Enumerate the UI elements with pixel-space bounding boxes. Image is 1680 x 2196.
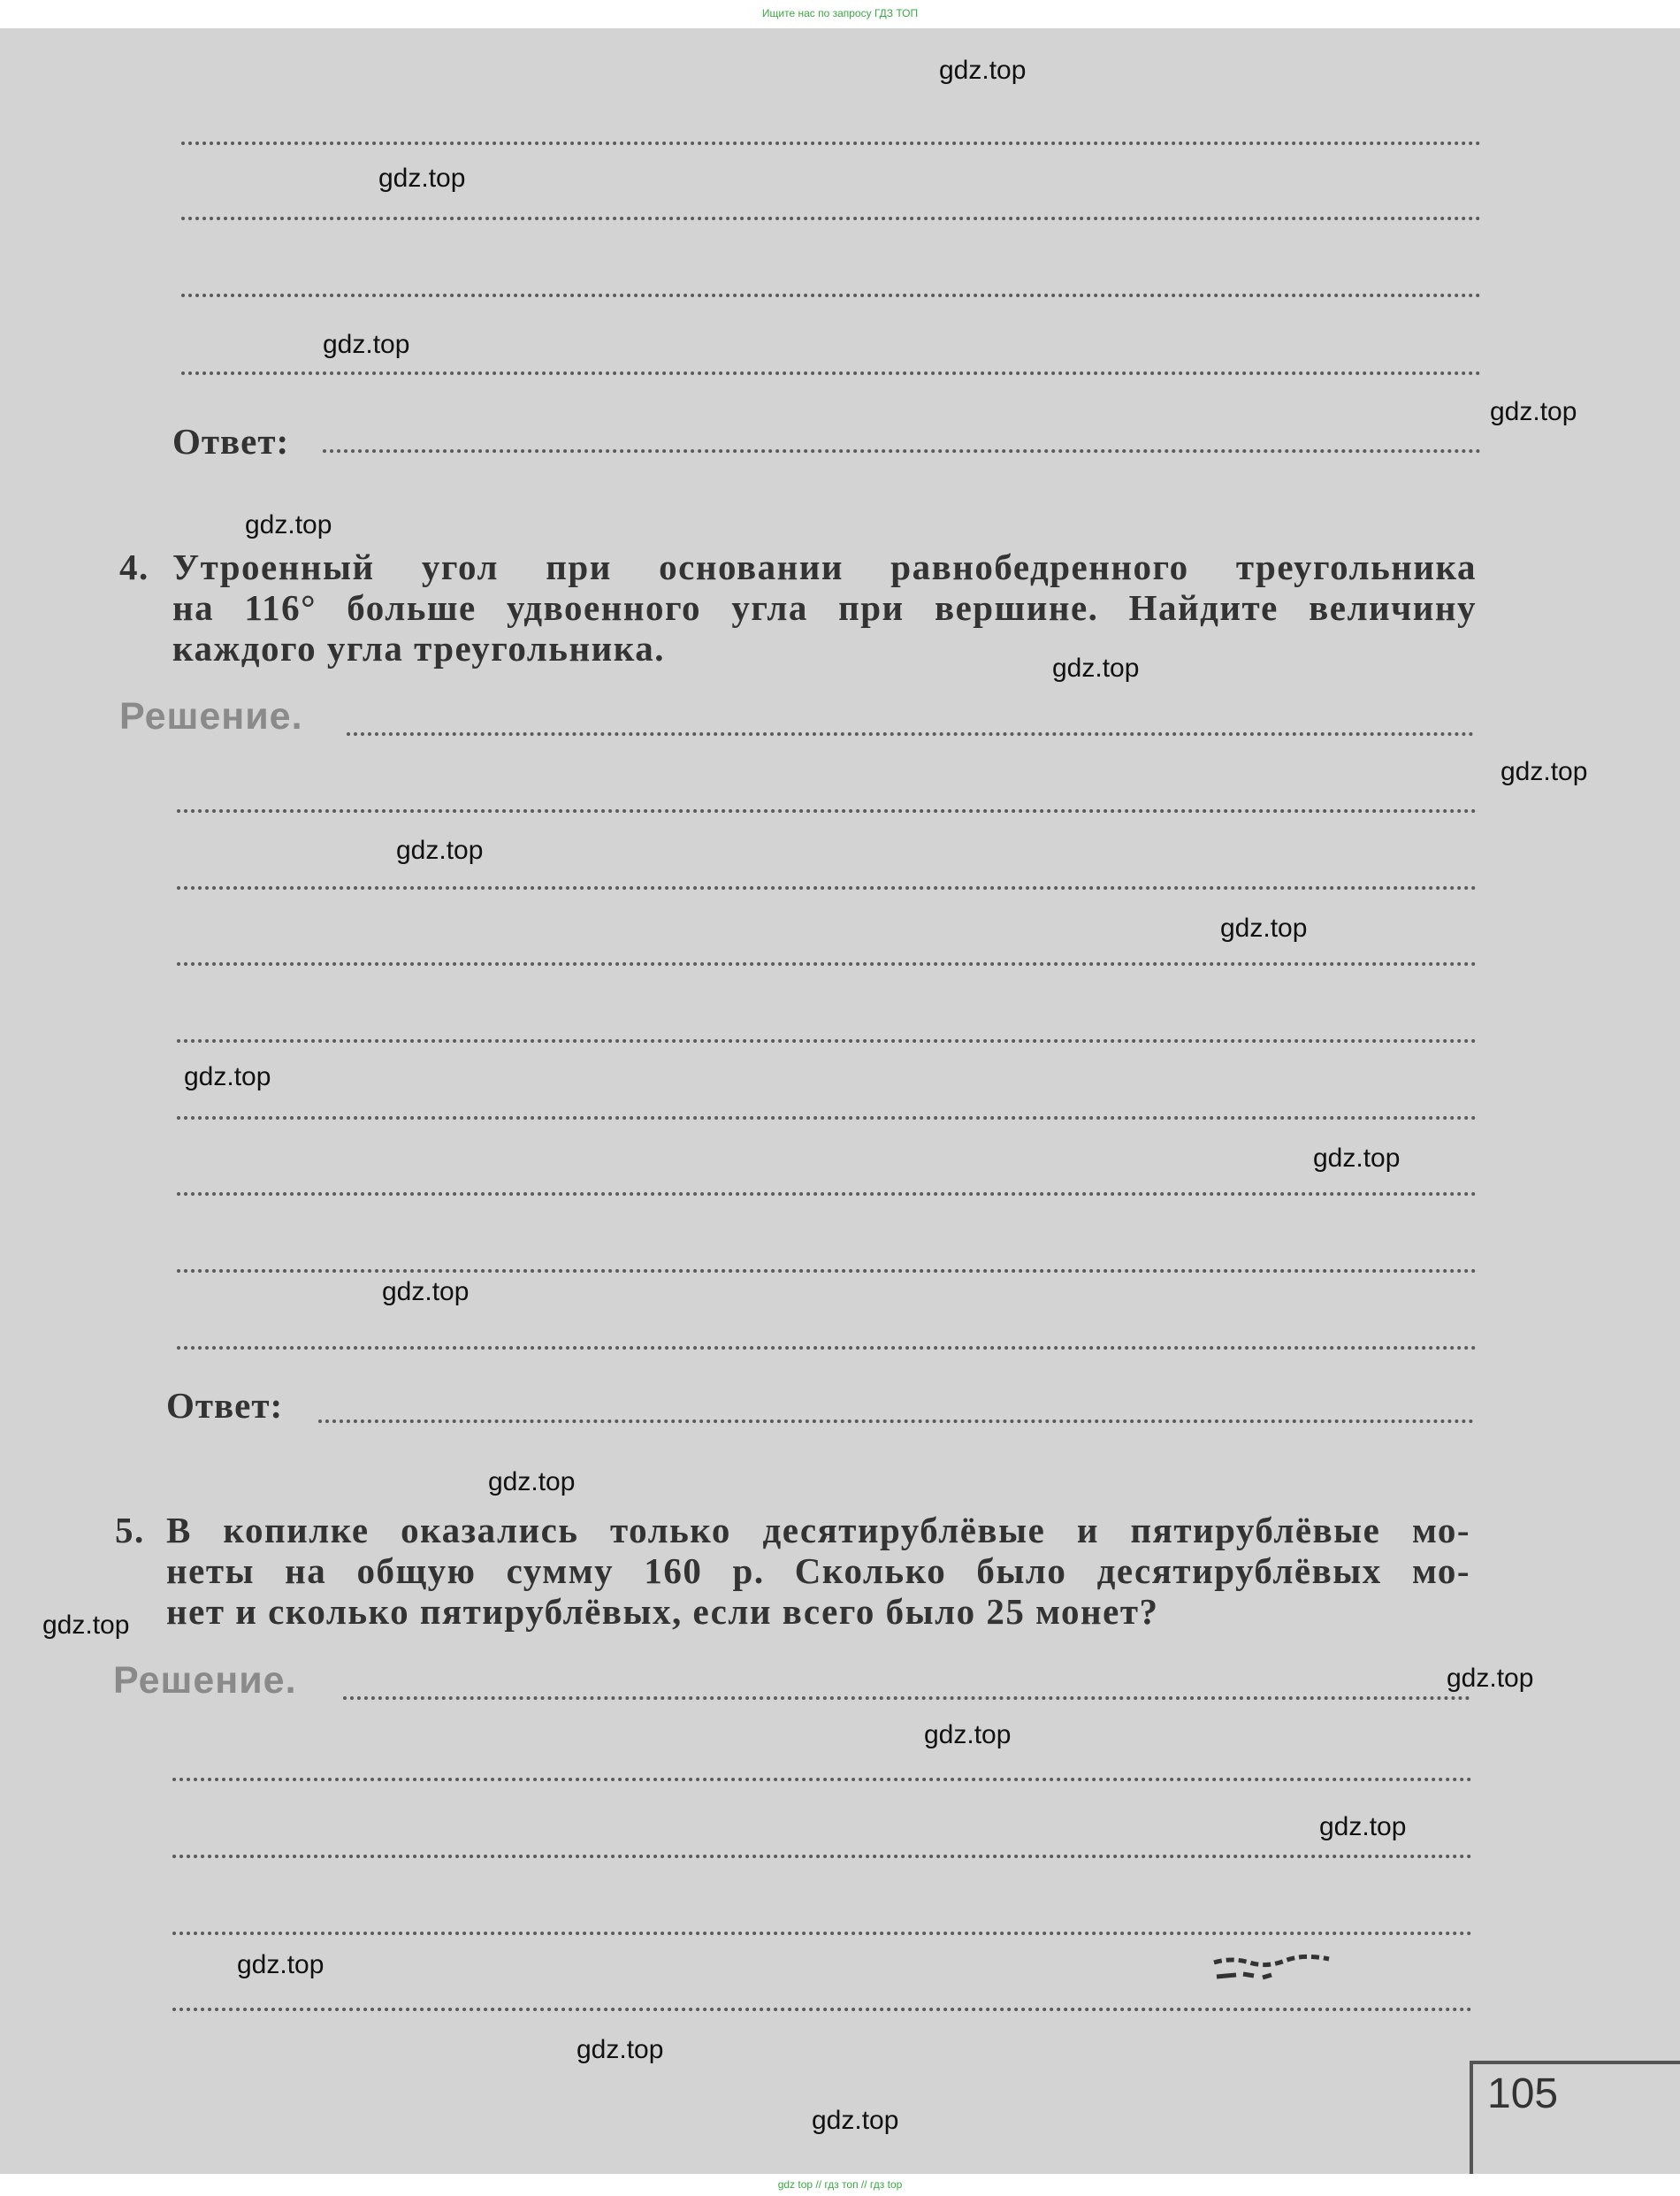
- solution-line: [177, 1346, 1477, 1350]
- watermark: gdz.top: [382, 1277, 470, 1306]
- solution-line: [172, 1855, 1472, 1858]
- solution-field: [347, 732, 1474, 736]
- watermark: gdz.top: [924, 1720, 1012, 1749]
- answer-line: [181, 294, 1481, 297]
- answer-label: Ответ:: [172, 421, 290, 462]
- solution-line: [177, 1039, 1477, 1043]
- task-text-line: В копилке оказались только десятирублёвые и пятирублёвые мо-: [166, 1510, 1470, 1550]
- solution-label: Решение.: [119, 695, 303, 738]
- watermark: gdz.top: [1313, 1144, 1401, 1173]
- solution-label: Решение.: [113, 1659, 297, 1702]
- watermark: gdz.top: [1501, 757, 1588, 786]
- watermark: gdz.top: [323, 330, 410, 359]
- watermark: gdz.top: [378, 164, 466, 193]
- answer-line: [181, 142, 1481, 145]
- answer-field: [323, 449, 1481, 453]
- solution-line: [177, 1192, 1477, 1196]
- solution-line: [172, 2008, 1472, 2011]
- scribble-mark: [1210, 1950, 1333, 1986]
- watermark: gdz.top: [1052, 654, 1140, 683]
- solution-line: [172, 1932, 1472, 1935]
- solution-line: [177, 1269, 1477, 1273]
- answer-line: [181, 217, 1481, 220]
- answer-field: [318, 1419, 1474, 1423]
- solution-line: [177, 809, 1477, 813]
- watermark: gdz.top: [42, 1611, 130, 1640]
- watermark: gdz.top: [396, 836, 484, 865]
- task-text-line: Утроенный угол при основании равнобедренного треугольника: [172, 547, 1477, 587]
- watermark: gdz.top: [245, 510, 332, 539]
- top-banner[interactable]: Ищите нас по запросу ГДЗ ТОП: [761, 7, 919, 19]
- solution-line: [177, 962, 1477, 966]
- task-text-line: нет и сколько пятирублёвых, если всего было 25 монет?: [166, 1591, 1159, 1632]
- watermark: gdz.top: [939, 56, 1027, 85]
- watermark: gdz.top: [1319, 1812, 1407, 1841]
- watermark: gdz.top: [1220, 914, 1308, 943]
- bottom-banner[interactable]: gdz top // гдз топ // гдз top: [0, 2174, 1680, 2196]
- watermark: gdz.top: [1447, 1664, 1534, 1693]
- watermark: gdz.top: [577, 2035, 664, 2064]
- watermark: gdz.top: [1490, 397, 1577, 426]
- solution-line: [177, 1116, 1477, 1120]
- watermark: gdz.top: [812, 2106, 899, 2135]
- task-text-line: неты на общую сумму 160 р. Сколько было десятирублёвых мо-: [166, 1550, 1470, 1591]
- solution-line: [172, 1778, 1472, 1781]
- task-text-line: каждого угла треугольника.: [172, 628, 665, 669]
- page-number: 105: [1487, 2070, 1559, 2117]
- solution-line: [177, 886, 1477, 890]
- task-text-line: на 116° больше удвоенного угла при вершине. Найдите величину: [172, 587, 1477, 628]
- answer-line: [181, 371, 1481, 375]
- workbook-page: [0, 28, 1680, 2185]
- watermark: gdz.top: [488, 1467, 576, 1496]
- watermark: gdz.top: [237, 1950, 325, 1979]
- task-number: 4.: [119, 547, 149, 587]
- answer-label: Ответ:: [166, 1385, 284, 1426]
- watermark: gdz.top: [184, 1062, 271, 1091]
- task-number: 5.: [115, 1510, 145, 1550]
- solution-field: [343, 1696, 1470, 1700]
